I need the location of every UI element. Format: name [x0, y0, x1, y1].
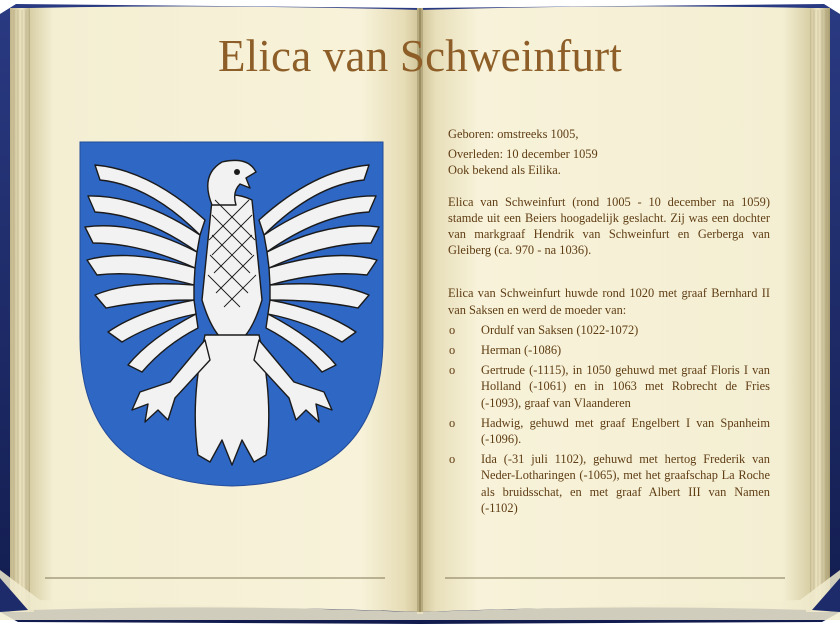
bullet-icon: o	[449, 343, 456, 358]
page-title-text: Elica van Schweinfurt	[217, 31, 623, 81]
alias-line: Ook bekend als Eilika.	[448, 163, 561, 178]
marriage-paragraph: Elica van Schweinfurt huwde rond 1020 met graaf Bernhard II van Saksen en werd de moeder van:	[448, 286, 770, 317]
list-item: o Herman (-1086)	[449, 343, 562, 358]
list-item: o Hadwig, gehuwd met graaf Engelbert I van Spanheim (-1096).	[449, 415, 770, 447]
list-item: o Ida (-31 juli 1102), gehuwd met hertog Frederik van Neder-Lotharingen (-1065), met het graafschap La Roche als bruidsschat, en met graaf Albert III van Namen (-1102)	[449, 452, 770, 515]
bullet-icon: o	[449, 452, 456, 467]
facts	[448, 126, 770, 179]
bullet-icon: o	[449, 363, 456, 378]
intro-paragraph: Elica van Schweinfurt (rond 1005 - 10 december na 1059) stamde uit een Beiers hoogadelijk geslacht. Zij was een dochter van markgraaf Hendrik van Schweinfurt en Gerberga van Gleiberg (ca. 970 - na 1036).	[448, 194, 770, 258]
bullet-icon: o	[449, 322, 456, 337]
list-item: o Gertrude (-1115), in 1050 gehuwd met graaf Floris I van Holland (-1061) en in 1063 met Robrecht de Fries (-1093), graaf van Vlaanderen	[449, 363, 770, 410]
bullet-icon: o	[449, 415, 456, 430]
died-line: Overleden: 10 december 1059	[448, 147, 598, 162]
list-item: o Ordulf van Saksen (1022-1072)	[449, 322, 639, 337]
page-title	[0, 30, 840, 82]
eagle-coat-of-arms-icon	[80, 142, 383, 486]
children-list	[448, 322, 770, 516]
biography-text	[448, 126, 770, 516]
born-line: Geboren: omstreeks 1005,	[448, 127, 579, 141]
